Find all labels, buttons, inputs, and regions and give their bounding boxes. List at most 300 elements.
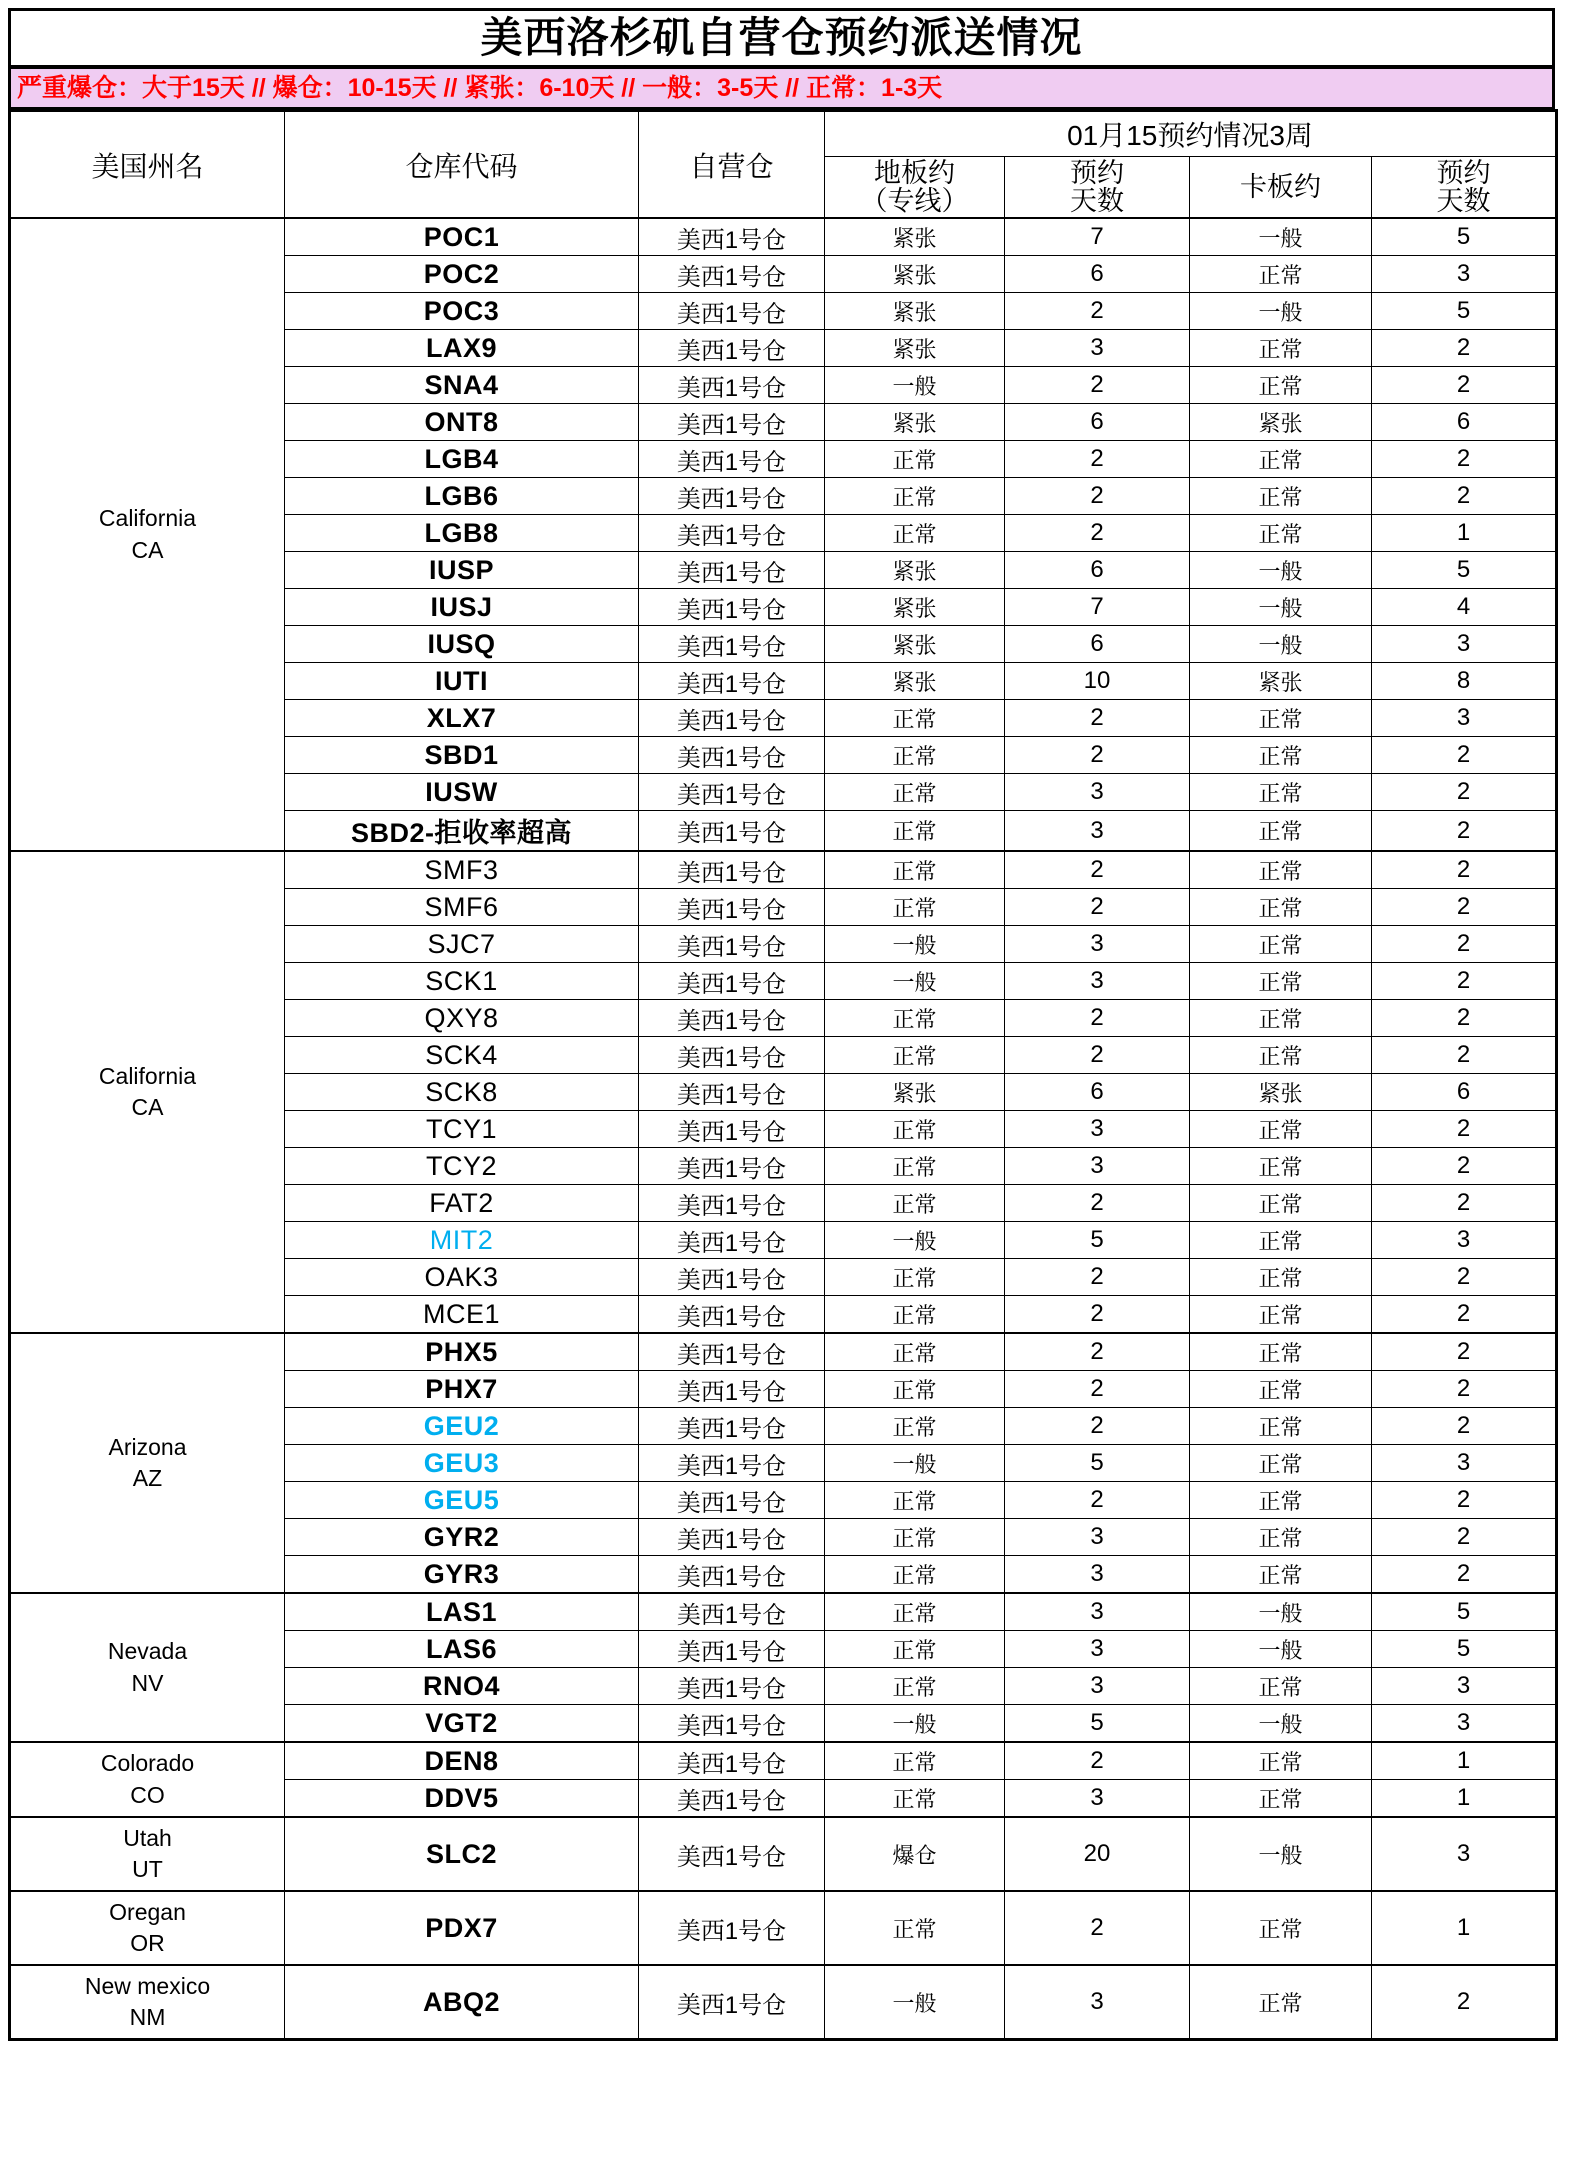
floor-booking-status-cell: 正常 bbox=[825, 1259, 1005, 1296]
warehouse-code-cell: SMF3 bbox=[285, 851, 639, 889]
self-warehouse-cell: 美西1号仓 bbox=[639, 926, 825, 963]
pallet-days-line1: 预约 bbox=[1436, 157, 1491, 188]
floor-booking-days-cell: 2 bbox=[1005, 889, 1190, 926]
pallet-booking-days-cell: 2 bbox=[1372, 1259, 1557, 1296]
floor-booking-days-cell: 3 bbox=[1005, 1148, 1190, 1185]
floor-booking-days-cell: 2 bbox=[1005, 851, 1190, 889]
warehouse-code-cell: LGB4 bbox=[285, 441, 639, 478]
warehouse-code-cell: GEU3 bbox=[285, 1445, 639, 1482]
warehouse-code-cell: VGT2 bbox=[285, 1705, 639, 1743]
warehouse-code-cell: DDV5 bbox=[285, 1780, 639, 1818]
self-warehouse-cell: 美西1号仓 bbox=[639, 404, 825, 441]
pallet-booking-days-cell: 2 bbox=[1372, 737, 1557, 774]
state-cell bbox=[10, 1333, 285, 1593]
warehouse-code-cell: POC3 bbox=[285, 293, 639, 330]
state-cell bbox=[10, 851, 285, 1333]
floor-booking-days-cell: 5 bbox=[1005, 1705, 1190, 1743]
self-warehouse-cell: 美西1号仓 bbox=[639, 737, 825, 774]
floor-booking-status-cell: 正常 bbox=[825, 811, 1005, 852]
floor-booking-status-cell: 正常 bbox=[825, 1631, 1005, 1668]
pallet-booking-status-cell: 正常 bbox=[1190, 963, 1372, 1000]
floor-booking-days-cell: 2 bbox=[1005, 478, 1190, 515]
warehouse-code-cell: DEN8 bbox=[285, 1742, 639, 1780]
self-warehouse-cell: 美西1号仓 bbox=[639, 1556, 825, 1594]
self-warehouse-cell: 美西1号仓 bbox=[639, 1222, 825, 1259]
floor-booking-days-cell: 2 bbox=[1005, 1891, 1190, 1965]
warehouse-code-cell: ONT8 bbox=[285, 404, 639, 441]
pallet-booking-status-cell: 正常 bbox=[1190, 774, 1372, 811]
pallet-booking-days-cell: 2 bbox=[1372, 774, 1557, 811]
floor-booking-status-cell: 正常 bbox=[825, 1742, 1005, 1780]
self-warehouse-cell: 美西1号仓 bbox=[639, 1111, 825, 1148]
header-row-top bbox=[10, 111, 1557, 157]
pallet-booking-days-cell: 2 bbox=[1372, 1556, 1557, 1594]
warehouse-code-cell: SCK4 bbox=[285, 1037, 639, 1074]
warehouse-code-cell: LAX9 bbox=[285, 330, 639, 367]
warehouse-code-cell: MIT2 bbox=[285, 1222, 639, 1259]
self-warehouse-cell: 美西1号仓 bbox=[639, 1000, 825, 1037]
column-header-warehouse-code: 仓库代码 bbox=[285, 111, 639, 219]
self-warehouse-cell: 美西1号仓 bbox=[639, 1296, 825, 1334]
floor-booking-days-cell: 2 bbox=[1005, 1333, 1190, 1371]
state-cell bbox=[10, 1593, 285, 1742]
floor-booking-days-cell: 3 bbox=[1005, 1556, 1190, 1594]
floor-booking-status-cell: 爆仓 bbox=[825, 1817, 1005, 1891]
floor-booking-status-cell: 正常 bbox=[825, 700, 1005, 737]
floor-booking-status-cell: 正常 bbox=[825, 737, 1005, 774]
state-cell bbox=[10, 1817, 285, 1891]
floor-booking-status-cell: 正常 bbox=[825, 441, 1005, 478]
table-row bbox=[10, 851, 1557, 889]
self-warehouse-cell: 美西1号仓 bbox=[639, 1817, 825, 1891]
state-cell bbox=[10, 1742, 285, 1817]
warehouse-code-cell: LGB8 bbox=[285, 515, 639, 552]
table-body bbox=[10, 218, 1557, 2040]
pallet-booking-status-cell: 正常 bbox=[1190, 1519, 1372, 1556]
status-legend-bar bbox=[8, 67, 1555, 109]
column-header-pallet-days bbox=[1372, 157, 1557, 219]
state-name: California bbox=[98, 505, 197, 532]
floor-booking-status-cell: 紧张 bbox=[825, 404, 1005, 441]
pallet-booking-days-cell: 2 bbox=[1372, 478, 1557, 515]
floor-booking-status-cell: 一般 bbox=[825, 1222, 1005, 1259]
pallet-booking-days-cell: 2 bbox=[1372, 1519, 1557, 1556]
floor-booking-status-cell: 紧张 bbox=[825, 330, 1005, 367]
table-row bbox=[10, 1891, 1557, 1965]
self-warehouse-cell: 美西1号仓 bbox=[639, 478, 825, 515]
floor-booking-days-cell: 2 bbox=[1005, 737, 1190, 774]
self-warehouse-cell: 美西1号仓 bbox=[639, 589, 825, 626]
warehouse-code-cell: IUSQ bbox=[285, 626, 639, 663]
pallet-booking-status-cell: 正常 bbox=[1190, 1668, 1372, 1705]
warehouse-code-cell: RNO4 bbox=[285, 1668, 639, 1705]
floor-booking-status-cell: 正常 bbox=[825, 478, 1005, 515]
self-warehouse-cell: 美西1号仓 bbox=[639, 1445, 825, 1482]
floor-booking-status-cell: 紧张 bbox=[825, 1074, 1005, 1111]
warehouse-code-cell: SMF6 bbox=[285, 889, 639, 926]
floor-booking-days-cell: 2 bbox=[1005, 1742, 1190, 1780]
floor-booking-status-cell: 正常 bbox=[825, 1333, 1005, 1371]
pallet-booking-status-cell: 正常 bbox=[1190, 1148, 1372, 1185]
pallet-booking-days-cell: 1 bbox=[1372, 515, 1557, 552]
self-warehouse-cell: 美西1号仓 bbox=[639, 1185, 825, 1222]
self-warehouse-cell: 美西1号仓 bbox=[639, 1631, 825, 1668]
self-warehouse-cell: 美西1号仓 bbox=[639, 1742, 825, 1780]
pallet-booking-status-cell: 正常 bbox=[1190, 1259, 1372, 1296]
floor-booking-days-cell: 3 bbox=[1005, 926, 1190, 963]
self-warehouse-cell: 美西1号仓 bbox=[639, 1593, 825, 1631]
self-warehouse-cell: 美西1号仓 bbox=[639, 1482, 825, 1519]
warehouse-code-cell: LAS6 bbox=[285, 1631, 639, 1668]
floor-booking-days-cell: 5 bbox=[1005, 1222, 1190, 1259]
pallet-booking-status-cell: 正常 bbox=[1190, 811, 1372, 852]
floor-booking-status-cell: 正常 bbox=[825, 1185, 1005, 1222]
warehouse-code-cell: IUSJ bbox=[285, 589, 639, 626]
self-warehouse-cell: 美西1号仓 bbox=[639, 515, 825, 552]
warehouse-code-cell: SNA4 bbox=[285, 367, 639, 404]
floor-booking-days-cell: 2 bbox=[1005, 1482, 1190, 1519]
floor-booking-days-cell: 3 bbox=[1005, 1111, 1190, 1148]
floor-booking-days-cell: 2 bbox=[1005, 1000, 1190, 1037]
pallet-booking-days-cell: 2 bbox=[1372, 889, 1557, 926]
floor-booking-status-cell: 紧张 bbox=[825, 552, 1005, 589]
pallet-booking-days-cell: 6 bbox=[1372, 404, 1557, 441]
warehouse-code-cell: SLC2 bbox=[285, 1817, 639, 1891]
floor-booking-days-cell: 5 bbox=[1005, 1445, 1190, 1482]
floor-booking-days-cell: 2 bbox=[1005, 1259, 1190, 1296]
pallet-booking-status-cell: 一般 bbox=[1190, 589, 1372, 626]
pallet-booking-status-cell: 紧张 bbox=[1190, 663, 1372, 700]
warehouse-code-cell: PHX7 bbox=[285, 1371, 639, 1408]
pallet-booking-status-cell: 一般 bbox=[1190, 1631, 1372, 1668]
warehouse-code-cell: GYR3 bbox=[285, 1556, 639, 1594]
self-warehouse-cell: 美西1号仓 bbox=[639, 663, 825, 700]
floor-booking-days-cell: 3 bbox=[1005, 1631, 1190, 1668]
floor-booking-days-cell: 10 bbox=[1005, 663, 1190, 700]
pallet-booking-status-cell: 正常 bbox=[1190, 1185, 1372, 1222]
self-warehouse-cell: 美西1号仓 bbox=[639, 1891, 825, 1965]
floor-booking-status-cell: 紧张 bbox=[825, 218, 1005, 256]
pallet-booking-status-cell: 正常 bbox=[1190, 1780, 1372, 1818]
pallet-days-line2: 天数 bbox=[1436, 186, 1491, 216]
self-warehouse-cell: 美西1号仓 bbox=[639, 1780, 825, 1818]
state-cell bbox=[10, 1965, 285, 2040]
pallet-booking-days-cell: 8 bbox=[1372, 663, 1557, 700]
warehouse-schedule-table bbox=[8, 109, 1558, 2041]
warehouse-code-cell: POC2 bbox=[285, 256, 639, 293]
self-warehouse-cell: 美西1号仓 bbox=[639, 1705, 825, 1743]
pallet-booking-status-cell: 正常 bbox=[1190, 926, 1372, 963]
pallet-booking-status-cell: 正常 bbox=[1190, 851, 1372, 889]
table-row bbox=[10, 1333, 1557, 1371]
self-warehouse-cell: 美西1号仓 bbox=[639, 1333, 825, 1371]
pallet-booking-status-cell: 一般 bbox=[1190, 552, 1372, 589]
self-warehouse-cell: 美西1号仓 bbox=[639, 1408, 825, 1445]
column-header-pallet-booking: 卡板约 bbox=[1190, 157, 1372, 219]
state-name: Utah bbox=[123, 1824, 172, 1851]
self-warehouse-cell: 美西1号仓 bbox=[639, 1037, 825, 1074]
state-name: Nevada bbox=[107, 1638, 188, 1665]
pallet-booking-days-cell: 6 bbox=[1372, 1074, 1557, 1111]
floor-booking-days-cell: 3 bbox=[1005, 1668, 1190, 1705]
pallet-booking-days-cell: 3 bbox=[1372, 1668, 1557, 1705]
table-row bbox=[10, 218, 1557, 256]
floor-booking-status-cell: 正常 bbox=[825, 889, 1005, 926]
self-warehouse-cell: 美西1号仓 bbox=[639, 811, 825, 852]
pallet-booking-status-cell: 正常 bbox=[1190, 441, 1372, 478]
pallet-booking-days-cell: 2 bbox=[1372, 811, 1557, 852]
pallet-booking-days-cell: 3 bbox=[1372, 700, 1557, 737]
floor-booking-status-cell: 正常 bbox=[825, 1556, 1005, 1594]
table-row bbox=[10, 1593, 1557, 1631]
pallet-booking-days-cell: 3 bbox=[1372, 1445, 1557, 1482]
pallet-booking-days-cell: 3 bbox=[1372, 626, 1557, 663]
state-name: Colorado bbox=[100, 1750, 195, 1777]
state-abbreviation: NM bbox=[129, 2004, 166, 2030]
floor-booking-status-cell: 一般 bbox=[825, 1705, 1005, 1743]
floor-booking-days-cell: 2 bbox=[1005, 1037, 1190, 1074]
self-warehouse-cell: 美西1号仓 bbox=[639, 552, 825, 589]
warehouse-code-cell: IUSW bbox=[285, 774, 639, 811]
floor-booking-days-cell: 3 bbox=[1005, 963, 1190, 1000]
pallet-booking-days-cell: 2 bbox=[1372, 1408, 1557, 1445]
column-header-floor-booking bbox=[825, 157, 1005, 219]
floor-booking-days-cell: 3 bbox=[1005, 1519, 1190, 1556]
state-abbreviation: NV bbox=[131, 1669, 164, 1696]
floor-booking-status-cell: 正常 bbox=[825, 1780, 1005, 1818]
warehouse-code-cell: XLX7 bbox=[285, 700, 639, 737]
floor-booking-status-cell: 紧张 bbox=[825, 626, 1005, 663]
warehouse-code-cell: IUSP bbox=[285, 552, 639, 589]
pallet-booking-status-cell: 正常 bbox=[1190, 1445, 1372, 1482]
pallet-booking-status-cell: 正常 bbox=[1190, 737, 1372, 774]
state-name: New mexico bbox=[84, 1972, 211, 1999]
floor-booking-days-cell: 2 bbox=[1005, 515, 1190, 552]
pallet-booking-status-cell: 正常 bbox=[1190, 889, 1372, 926]
table-header bbox=[10, 111, 1557, 219]
pallet-booking-status-cell: 正常 bbox=[1190, 1408, 1372, 1445]
pallet-booking-days-cell: 5 bbox=[1372, 552, 1557, 589]
self-warehouse-cell: 美西1号仓 bbox=[639, 367, 825, 404]
floor-booking-status-cell: 正常 bbox=[825, 1408, 1005, 1445]
column-header-floor-days bbox=[1005, 157, 1190, 219]
pallet-booking-days-cell: 4 bbox=[1372, 589, 1557, 626]
pallet-booking-days-cell: 5 bbox=[1372, 293, 1557, 330]
warehouse-code-cell: GEU5 bbox=[285, 1482, 639, 1519]
pallet-booking-days-cell: 2 bbox=[1372, 1965, 1557, 2040]
floor-booking-days-cell: 6 bbox=[1005, 404, 1190, 441]
pallet-booking-days-cell: 2 bbox=[1372, 367, 1557, 404]
pallet-booking-days-cell: 2 bbox=[1372, 1000, 1557, 1037]
self-warehouse-cell: 美西1号仓 bbox=[639, 1519, 825, 1556]
self-warehouse-cell: 美西1号仓 bbox=[639, 256, 825, 293]
floor-booking-status-cell: 一般 bbox=[825, 1445, 1005, 1482]
floor-booking-status-cell: 正常 bbox=[825, 1000, 1005, 1037]
state-abbreviation: CO bbox=[130, 1781, 165, 1808]
floor-booking-days-cell: 2 bbox=[1005, 1185, 1190, 1222]
self-warehouse-cell: 美西1号仓 bbox=[639, 1668, 825, 1705]
pallet-booking-days-cell: 1 bbox=[1372, 1891, 1557, 1965]
pallet-booking-days-cell: 2 bbox=[1372, 963, 1557, 1000]
pallet-booking-status-cell: 一般 bbox=[1190, 1817, 1372, 1891]
self-warehouse-cell: 美西1号仓 bbox=[639, 889, 825, 926]
pallet-booking-status-cell: 正常 bbox=[1190, 1742, 1372, 1780]
pallet-booking-days-cell: 5 bbox=[1372, 218, 1557, 256]
warehouse-code-cell: SJC7 bbox=[285, 926, 639, 963]
pallet-booking-days-cell: 2 bbox=[1372, 1185, 1557, 1222]
pallet-booking-status-cell: 正常 bbox=[1190, 1482, 1372, 1519]
floor-booking-status-cell: 紧张 bbox=[825, 589, 1005, 626]
pallet-booking-days-cell: 5 bbox=[1372, 1593, 1557, 1631]
floor-booking-status-cell: 一般 bbox=[825, 926, 1005, 963]
column-header-state: 美国州名 bbox=[10, 111, 285, 219]
self-warehouse-cell: 美西1号仓 bbox=[639, 293, 825, 330]
pallet-booking-days-cell: 2 bbox=[1372, 1296, 1557, 1334]
pallet-booking-status-cell: 一般 bbox=[1190, 1705, 1372, 1743]
floor-booking-days-cell: 6 bbox=[1005, 626, 1190, 663]
warehouse-code-cell: LGB6 bbox=[285, 478, 639, 515]
pallet-booking-days-cell: 3 bbox=[1372, 1222, 1557, 1259]
warehouse-code-cell: OAK3 bbox=[285, 1259, 639, 1296]
pallet-booking-status-cell: 正常 bbox=[1190, 1222, 1372, 1259]
pallet-booking-status-cell: 正常 bbox=[1190, 700, 1372, 737]
warehouse-code-cell: PHX5 bbox=[285, 1333, 639, 1371]
self-warehouse-cell: 美西1号仓 bbox=[639, 700, 825, 737]
pallet-booking-status-cell: 正常 bbox=[1190, 1891, 1372, 1965]
warehouse-code-cell: TCY1 bbox=[285, 1111, 639, 1148]
warehouse-code-cell: GYR2 bbox=[285, 1519, 639, 1556]
floor-days-line1: 预约 bbox=[1070, 157, 1124, 188]
warehouse-code-cell: TCY2 bbox=[285, 1148, 639, 1185]
floor-booking-status-cell: 正常 bbox=[825, 1593, 1005, 1631]
floor-booking-days-cell: 2 bbox=[1005, 700, 1190, 737]
floor-booking-days-cell: 2 bbox=[1005, 1371, 1190, 1408]
floor-booking-line2: （专线） bbox=[860, 186, 969, 216]
table-row bbox=[10, 1965, 1557, 2040]
floor-booking-line1: 地板约 bbox=[874, 157, 955, 188]
pallet-booking-days-cell: 5 bbox=[1372, 1631, 1557, 1668]
floor-booking-days-cell: 2 bbox=[1005, 441, 1190, 478]
floor-booking-status-cell: 一般 bbox=[825, 1965, 1005, 2040]
floor-booking-days-cell: 2 bbox=[1005, 367, 1190, 404]
warehouse-code-cell: GEU2 bbox=[285, 1408, 639, 1445]
state-abbreviation: CA bbox=[131, 536, 164, 563]
floor-booking-status-cell: 正常 bbox=[825, 1037, 1005, 1074]
state-abbreviation: AZ bbox=[132, 1465, 163, 1491]
floor-booking-status-cell: 正常 bbox=[825, 1668, 1005, 1705]
floor-booking-days-cell: 6 bbox=[1005, 256, 1190, 293]
state-name: Arizona bbox=[108, 1433, 187, 1460]
page-title: 美西洛杉矶自营仓预约派送情况 bbox=[480, 14, 1083, 61]
self-warehouse-cell: 美西1号仓 bbox=[639, 1965, 825, 2040]
warehouse-code-cell: ABQ2 bbox=[285, 1965, 639, 2040]
floor-booking-status-cell: 正常 bbox=[825, 1148, 1005, 1185]
state-abbreviation: OR bbox=[130, 1930, 165, 1956]
floor-booking-days-cell: 2 bbox=[1005, 1408, 1190, 1445]
table-row bbox=[10, 1817, 1557, 1891]
pallet-booking-days-cell: 2 bbox=[1372, 1037, 1557, 1074]
floor-booking-status-cell: 正常 bbox=[825, 1371, 1005, 1408]
pallet-booking-days-cell: 2 bbox=[1372, 330, 1557, 367]
warehouse-code-cell: SBD1 bbox=[285, 737, 639, 774]
floor-booking-status-cell: 正常 bbox=[825, 1519, 1005, 1556]
floor-booking-status-cell: 紧张 bbox=[825, 256, 1005, 293]
warehouse-code-cell: FAT2 bbox=[285, 1185, 639, 1222]
self-warehouse-cell: 美西1号仓 bbox=[639, 851, 825, 889]
self-warehouse-cell: 美西1号仓 bbox=[639, 330, 825, 367]
floor-booking-status-cell: 正常 bbox=[825, 1891, 1005, 1965]
pallet-booking-days-cell: 3 bbox=[1372, 256, 1557, 293]
pallet-booking-status-cell: 一般 bbox=[1190, 218, 1372, 256]
pallet-booking-status-cell: 正常 bbox=[1190, 1111, 1372, 1148]
pallet-booking-status-cell: 正常 bbox=[1190, 367, 1372, 404]
self-warehouse-cell: 美西1号仓 bbox=[639, 1074, 825, 1111]
warehouse-code-cell: PDX7 bbox=[285, 1891, 639, 1965]
floor-booking-days-cell: 3 bbox=[1005, 1593, 1190, 1631]
report-title-bar bbox=[8, 8, 1555, 67]
pallet-booking-days-cell: 2 bbox=[1372, 851, 1557, 889]
floor-booking-days-cell: 2 bbox=[1005, 293, 1190, 330]
pallet-booking-status-cell: 正常 bbox=[1190, 330, 1372, 367]
self-warehouse-cell: 美西1号仓 bbox=[639, 626, 825, 663]
state-cell bbox=[10, 1891, 285, 1965]
pallet-booking-status-cell: 正常 bbox=[1190, 1000, 1372, 1037]
self-warehouse-cell: 美西1号仓 bbox=[639, 218, 825, 256]
pallet-booking-days-cell: 2 bbox=[1372, 1148, 1557, 1185]
pallet-booking-days-cell: 3 bbox=[1372, 1705, 1557, 1743]
floor-booking-days-cell: 20 bbox=[1005, 1817, 1190, 1891]
pallet-booking-days-cell: 1 bbox=[1372, 1742, 1557, 1780]
floor-booking-days-cell: 7 bbox=[1005, 589, 1190, 626]
floor-booking-status-cell: 紧张 bbox=[825, 663, 1005, 700]
pallet-booking-status-cell: 正常 bbox=[1190, 1556, 1372, 1594]
warehouse-code-cell: SCK1 bbox=[285, 963, 639, 1000]
pallet-booking-status-cell: 正常 bbox=[1190, 1296, 1372, 1334]
floor-booking-status-cell: 正常 bbox=[825, 515, 1005, 552]
warehouse-code-cell: SCK8 bbox=[285, 1074, 639, 1111]
pallet-booking-status-cell: 一般 bbox=[1190, 1593, 1372, 1631]
self-warehouse-cell: 美西1号仓 bbox=[639, 1371, 825, 1408]
floor-booking-status-cell: 一般 bbox=[825, 963, 1005, 1000]
pallet-booking-status-cell: 正常 bbox=[1190, 1965, 1372, 2040]
floor-booking-status-cell: 紧张 bbox=[825, 293, 1005, 330]
pallet-booking-days-cell: 2 bbox=[1372, 1482, 1557, 1519]
pallet-booking-days-cell: 2 bbox=[1372, 926, 1557, 963]
self-warehouse-cell: 美西1号仓 bbox=[639, 1259, 825, 1296]
pallet-booking-status-cell: 正常 bbox=[1190, 1037, 1372, 1074]
pallet-booking-status-cell: 一般 bbox=[1190, 293, 1372, 330]
state-name: Oregan bbox=[109, 1898, 186, 1925]
warehouse-code-cell: QXY8 bbox=[285, 1000, 639, 1037]
state-abbreviation: UT bbox=[132, 1856, 163, 1882]
pallet-booking-days-cell: 2 bbox=[1372, 1111, 1557, 1148]
floor-booking-days-cell: 3 bbox=[1005, 774, 1190, 811]
table-row bbox=[10, 1742, 1557, 1780]
pallet-booking-days-cell: 3 bbox=[1372, 1817, 1557, 1891]
pallet-booking-status-cell: 紧张 bbox=[1190, 404, 1372, 441]
self-warehouse-cell: 美西1号仓 bbox=[639, 441, 825, 478]
floor-booking-days-cell: 3 bbox=[1005, 1965, 1190, 2040]
floor-booking-days-cell: 3 bbox=[1005, 1780, 1190, 1818]
floor-booking-status-cell: 正常 bbox=[825, 1296, 1005, 1334]
pallet-booking-days-cell: 2 bbox=[1372, 1333, 1557, 1371]
pallet-booking-status-cell: 正常 bbox=[1190, 256, 1372, 293]
column-header-booking-group: 01月15预约情况3周 bbox=[825, 111, 1557, 157]
floor-booking-days-cell: 3 bbox=[1005, 330, 1190, 367]
floor-days-line2: 天数 bbox=[1070, 186, 1124, 216]
pallet-booking-days-cell: 2 bbox=[1372, 441, 1557, 478]
floor-booking-status-cell: 一般 bbox=[825, 367, 1005, 404]
